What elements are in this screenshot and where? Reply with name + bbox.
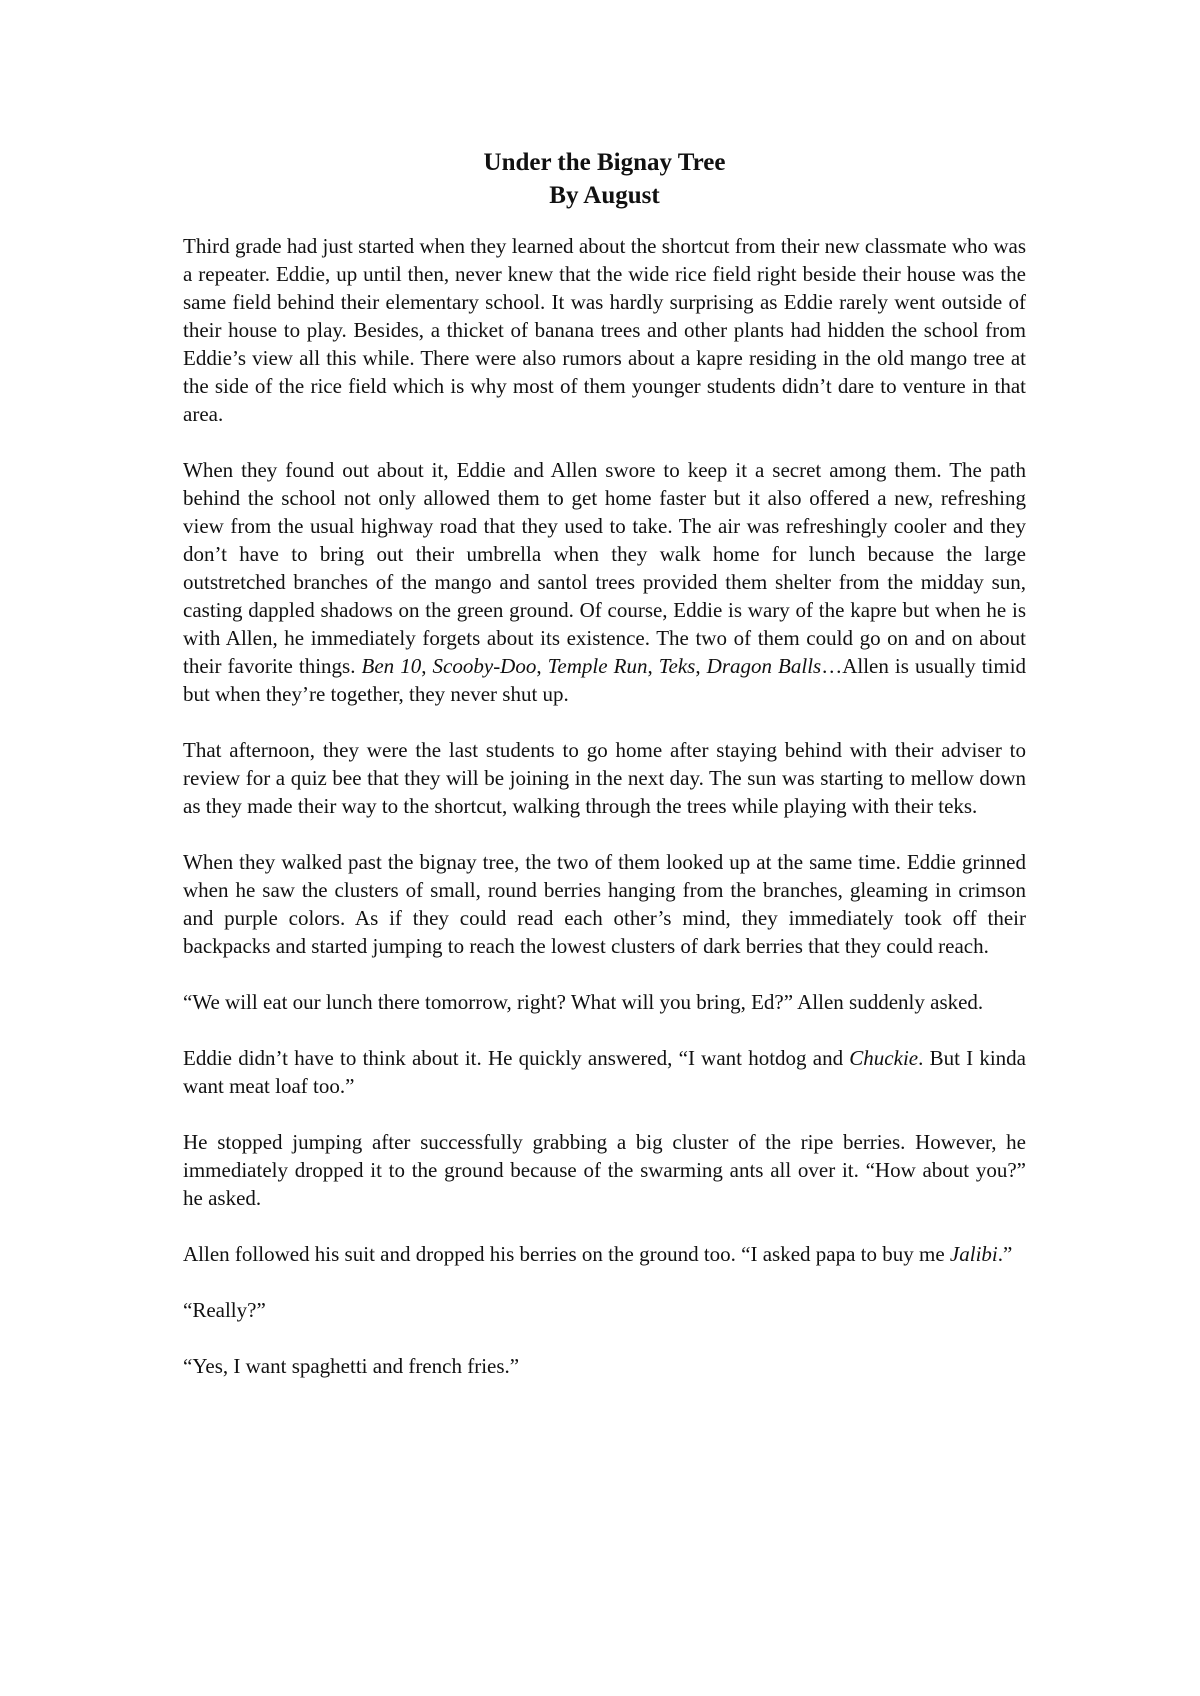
italic-title-text: Temple Run (547, 654, 648, 678)
paragraph-text: .” (997, 1242, 1013, 1266)
paragraph-text: “Yes, I want spaghetti and french fries.” (183, 1354, 520, 1378)
paragraph-text: He stopped jumping after successfully grabbing a big cluster of the ripe berries. However, he immediately dropped it to the ground because of the swarming ants all over it. “How about you?” he asked. (183, 1130, 1026, 1210)
paragraph-text: When they walked past the bignay tree, the two of them looked up at the same time. Eddie grinned when he saw the clusters of small, round berries hanging from the branches, gleaming in crimson and purple colors. As if they could read each other’s mind, they immediately took off their backpacks and started jumping to reach the lowest clusters of dark berries that they could reach. (183, 850, 1026, 958)
paragraph-text: , (421, 654, 433, 678)
italic-title-text: Teks (658, 654, 696, 678)
paragraph-text: Eddie didn’t have to think about it. He quickly answered, “I want hotdog and (183, 1046, 850, 1070)
italic-title-text: Dragon Balls (706, 654, 822, 678)
paragraph (183, 1296, 1026, 1324)
paragraph-text: Allen followed his suit and dropped his berries on the ground too. “I asked papa to buy me (183, 1242, 950, 1266)
paragraph-text: , (695, 654, 707, 678)
paragraph (183, 848, 1026, 960)
paragraph (183, 232, 1026, 428)
document-title: Under the Bignay Tree (483, 149, 726, 176)
paragraph-text: “Really?” (183, 1298, 266, 1322)
italic-title-text: Scooby-Doo (432, 654, 537, 678)
paragraph (183, 1044, 1026, 1100)
paragraph (183, 456, 1026, 708)
italic-title-text: Chuckie (849, 1046, 919, 1070)
paragraph (183, 1128, 1026, 1212)
paragraph-text: , (536, 654, 548, 678)
paragraph-text: Third grade had just started when they learned about the shortcut from their new classmate who was a repeater. Eddie, up until then, never knew that the wide rice field right beside their house was the same field behind their elementary school. It was hardly surprising as Eddie rarely went outside of their house to play. Besides, a thicket of banana trees and other plants had hidden the school from Eddie’s view all this while. There were also rumors about a kapre residing in the old mango tree at the side of the rice field which is why most of them younger students didn’t dare to venture in that area. (183, 234, 1026, 426)
italic-title-text: Jalibi (949, 1242, 998, 1266)
paragraph-text: …Allen is usually timid but when they’re together, they never shut up. (183, 654, 1027, 706)
italic-title-text: Ben 10 (361, 654, 422, 678)
paragraph-text: That afternoon, they were the last students to go home after staying behind with their adviser to review for a quiz bee that they will be joining in the next day. The sun was starting to mellow down as they made their way to the shortcut, walking through the trees while playing with their teks. (183, 738, 1026, 818)
paragraph-text: . But I kinda want meat loaf too.” (183, 1046, 1026, 1098)
paragraph-text: “We will eat our lunch there tomorrow, right? What will you bring, Ed?” Allen suddenly asked. (183, 990, 984, 1014)
paragraph-text: When they found out about it, Eddie and Allen swore to keep it a secret among them. The path behind the school not only allowed them to get home faster but it also offered a new, refreshing view from the usual highway road that they used to take. The air was refreshingly cooler and they don’t have to bring out their umbrella when they walk home for lunch because the large outstretched branches of the mango and santol trees provided them shelter from the midday sun, casting dappled shadows on the green ground. Of course, Eddie is wary of the kapre but when he is with Allen, he immediately forgets about its existence. The two of them could go on and on about their favorite things. (183, 458, 1026, 678)
paragraph (183, 736, 1026, 820)
document-page (183, 146, 1026, 1380)
paragraph (183, 1240, 1026, 1268)
document-body (183, 232, 1026, 1380)
paragraph-text: , (647, 654, 659, 678)
document-author: By August (549, 182, 660, 209)
paragraph (183, 988, 1026, 1016)
paragraph (183, 1352, 1026, 1380)
